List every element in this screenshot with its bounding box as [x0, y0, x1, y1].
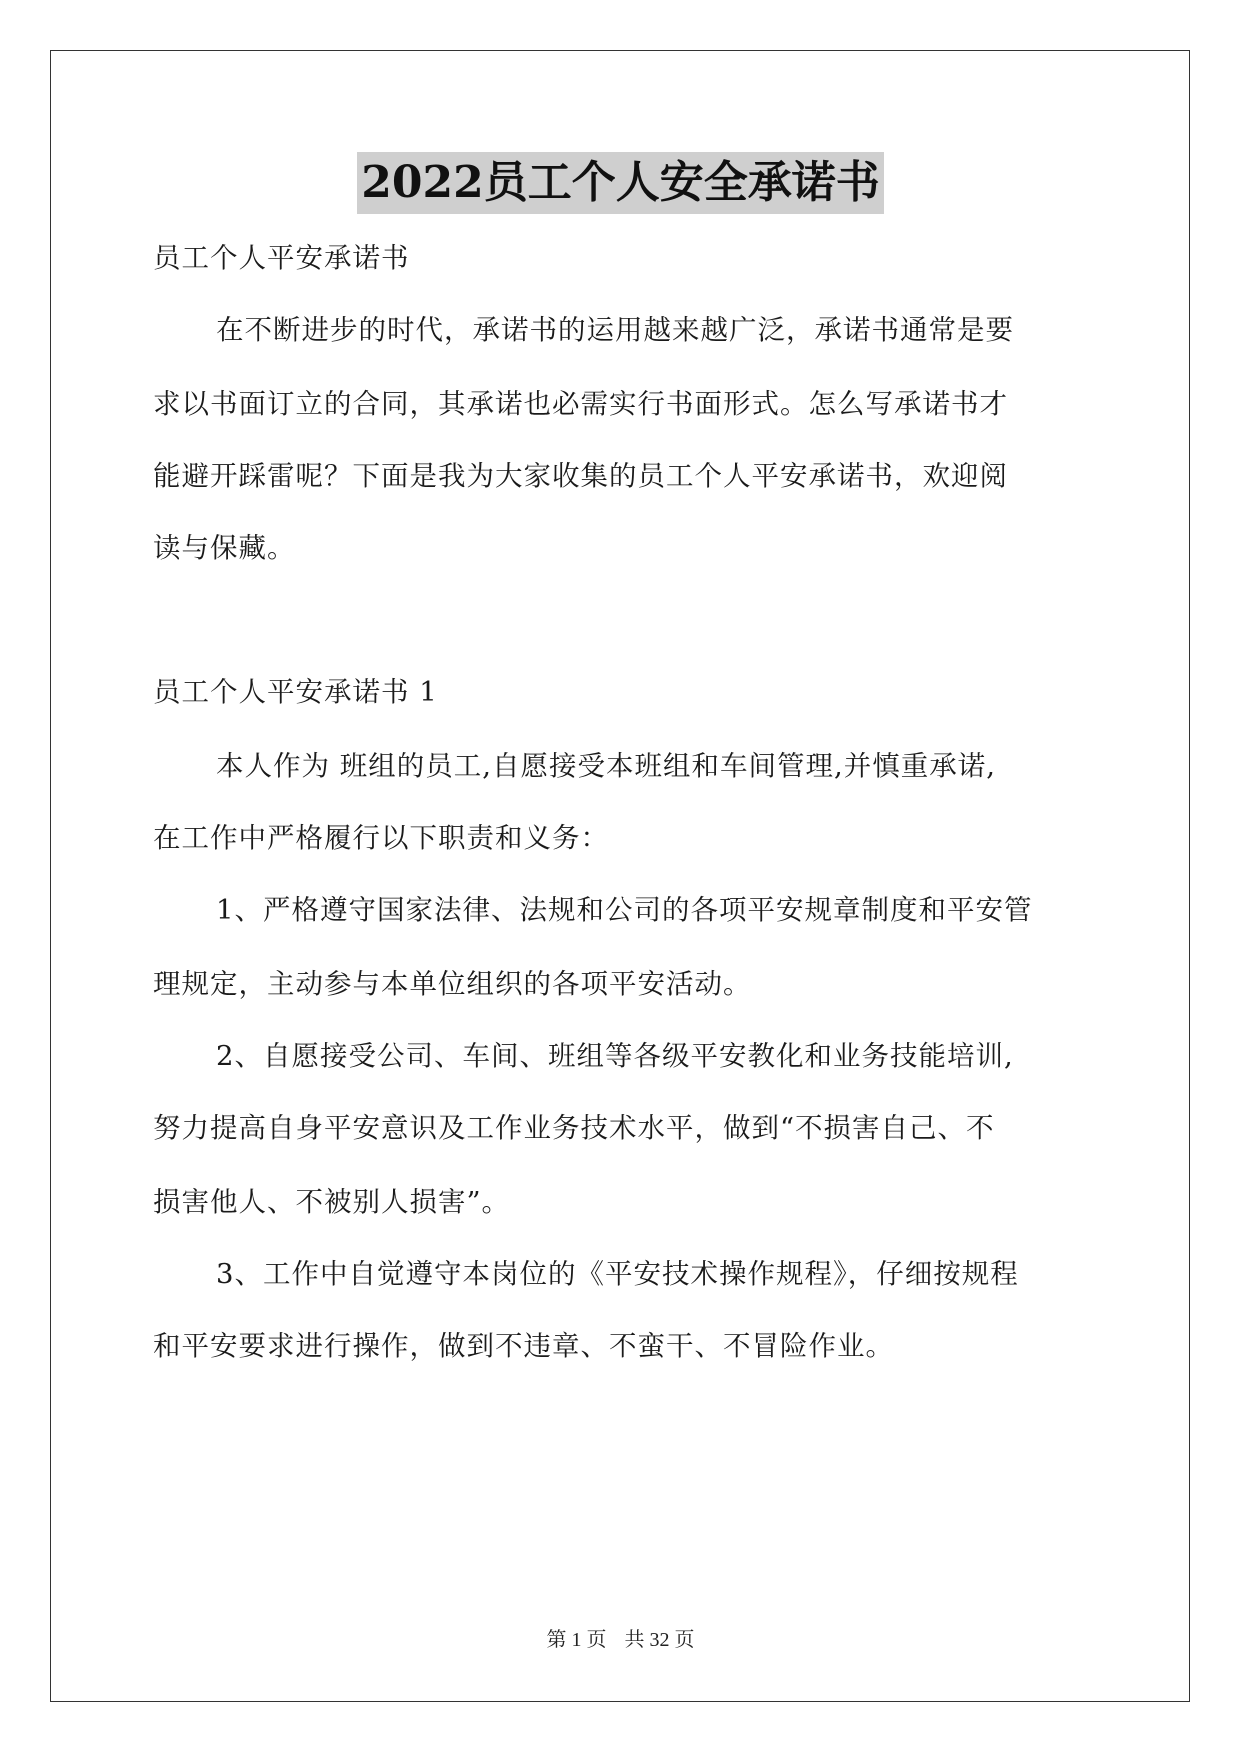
body-line: 2、自愿接受公司、车间、班组等各级平安教化和业务技能培训, [216, 1040, 1014, 1072]
body-line: 1、严格遵守国家法律、法规和公司的各项平安规章制度和平安管 [216, 894, 1033, 926]
title-container [0, 152, 1241, 214]
body-line: 努力提高自身平安意识及工作业务技术水平，做到“不损害自己、不 [153, 1112, 995, 1144]
intro-line: 读与保藏。 [153, 532, 296, 564]
body-line: 理规定，主动参与本单位组织的各项平安活动。 [153, 968, 752, 1000]
body-line: 损害他人、不被别人损害”。 [153, 1186, 511, 1218]
document-subtitle: 员工个人平安承诺书 [153, 242, 410, 274]
page-footer [0, 1627, 1241, 1653]
body-line: 本人作为 班组的员工,自愿接受本班组和车间管理,并慎重承诺, [216, 750, 996, 782]
section-heading: 员工个人平安承诺书 1 [153, 676, 438, 708]
total-pages: 共 32 页 [624, 1629, 695, 1651]
body-line: 和平安要求进行操作，做到不违章、不蛮干、不冒险作业。 [153, 1330, 894, 1362]
body-line: 在工作中严格履行以下职责和义务： [153, 822, 609, 854]
intro-line: 在不断进步的时代，承诺书的运用越来越广泛，承诺书通常是要 [216, 314, 1014, 346]
document-title: 2022员工个人安全承诺书 [357, 152, 883, 214]
intro-line: 求以书面订立的合同，其承诺也必需实行书面形式。怎么写承诺书才 [153, 388, 1008, 420]
body-line: 3、工作中自觉遵守本岗位的《平安技术操作规程》，仔细按规程 [216, 1258, 1019, 1290]
page-number: 第 1 页 [546, 1629, 607, 1651]
intro-line: 能避开踩雷呢？下面是我为大家收集的员工个人平安承诺书，欢迎阅 [153, 460, 1008, 492]
page-border [50, 50, 1190, 1702]
